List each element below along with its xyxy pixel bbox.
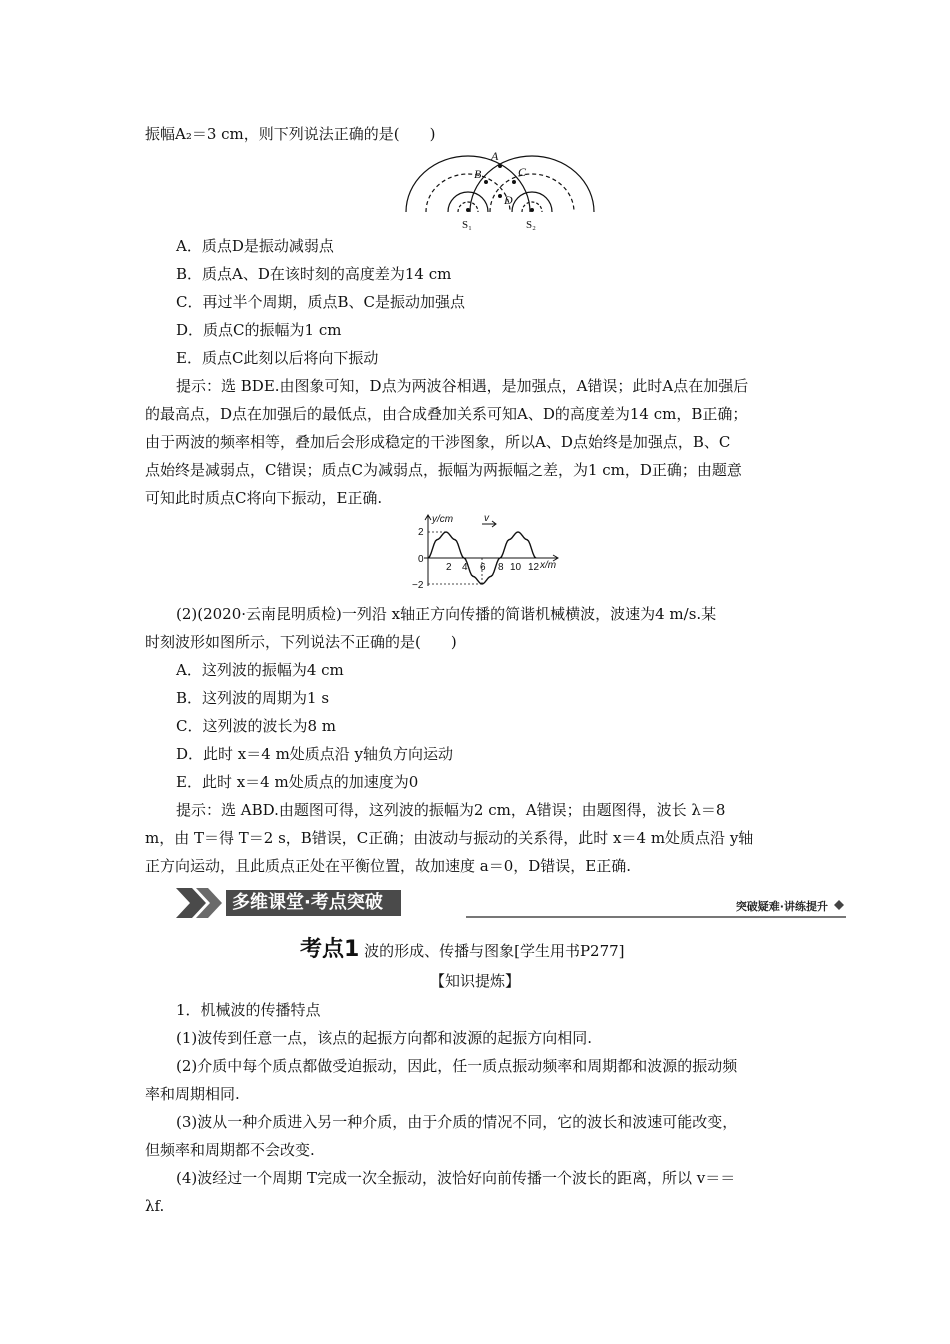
section-line: λf.	[145, 1197, 165, 1215]
x-tick-12: 12	[528, 562, 540, 573]
q2-hint-line: 提示：选 ABD.由题图可得，这列波的振幅为2 cm，A错误；由题图得，波长 λ＝8	[176, 801, 726, 819]
y-tick-neg2: −2	[412, 580, 424, 591]
q1-hint-line: 可知此时质点C将向下振动，E正确.	[145, 489, 383, 507]
section-banner	[176, 884, 846, 924]
q2-stem-line: (2)(2020·云南昆明质检)一列沿 x轴正方向传播的简谐机械横波，波速为4 m/s.某	[176, 605, 717, 623]
x-axis-label: x/m	[540, 560, 557, 571]
section-subheading: 1．机械波的传播特点	[176, 1001, 321, 1019]
q1-hint-line: 点始终是减弱点，C错误；质点C为减弱点，振幅为两振幅之差，为1 cm，D正确；由题意	[145, 461, 742, 479]
label-c: C	[518, 165, 527, 179]
q2-option-a: A．这列波的振幅为4 cm	[176, 661, 344, 679]
section-line: 率和周期相同.	[145, 1085, 240, 1103]
q1-hint-line: 的最高点，D点在加强后的最低点，由合成叠加关系可知A、D的高度差为14 cm，B正确；	[145, 405, 748, 423]
q2-option-e: E．此时 x＝4 m处质点的加速度为0	[176, 773, 419, 791]
banner-right-text: 突破疑难·讲练提升	[735, 900, 828, 913]
q2-option-d: D．此时 x＝4 m处质点沿 y轴负方向运动	[176, 745, 454, 763]
y-axis-label: y/cm	[432, 514, 454, 525]
section-line: (4)波经过一个周期 T完成一次全振动，波恰好向前传播一个波长的距离，所以 v＝＝	[176, 1169, 736, 1187]
wave-graph	[410, 512, 570, 592]
section-heading	[300, 936, 625, 965]
section-title: 波的形成、传播与图象[学生用书P277]	[364, 942, 625, 960]
q2-stem-line: 时刻波形如图所示，下列说法不正确的是( )	[145, 633, 457, 651]
x-tick-2: 2	[446, 562, 452, 573]
section-line: (2)介质中每个质点都做受迫振动，因此，任一质点振动频率和周期都和波源的振动频	[176, 1057, 738, 1075]
label-s2: S₂	[526, 219, 536, 231]
x-tick-4: 4	[462, 562, 468, 573]
diamond-icon	[834, 900, 844, 910]
label-d: D	[504, 193, 513, 207]
banner-title: 多维课堂·考点突破	[226, 890, 401, 916]
q1-hint-line: 由于两波的频率相等，叠加后会形成稳定的干涉图象，所以A、D点始终是加强点，B、C	[145, 433, 731, 451]
q1-option-a: A．质点D是振动减弱点	[176, 237, 334, 255]
x-tick-10: 10	[510, 562, 522, 573]
section-line: (3)波从一种介质进入另一种介质，由于介质的情况不同，它的波长和波速可能改变，	[176, 1113, 738, 1131]
q2-option-c: C．这列波的波长为8 m	[176, 717, 337, 735]
q1-hint-line: 提示：选 BDE.由图象可知，D点为两波谷相遇，是加强点，A错误；此时A点在加强后	[176, 377, 749, 395]
chevron-decoration-icon	[176, 888, 232, 918]
q2-hint-line: m，由 T＝得 T＝2 s，B错误，C正确；由波动与振动的关系得，此时 x＝4 m处质点沿 y轴	[145, 829, 754, 847]
label-a: A	[491, 149, 499, 163]
banner-rule	[466, 916, 846, 918]
label-b: B	[474, 167, 482, 181]
section-line: (1)波传到任意一点，该点的起振方向都和波源的起振方向相同.	[176, 1029, 593, 1047]
interference-figure	[400, 146, 600, 232]
q2-option-b: B．这列波的周期为1 s	[176, 689, 330, 707]
label-s1: S₁	[462, 219, 472, 231]
q1-option-c: C．再过半个周期，质点B、C是振动加强点	[176, 293, 465, 311]
x-tick-6: 6	[480, 562, 486, 573]
q2-hint-line: 正方向运动，且此质点正处在平衡位置，故加速度 a＝0，D错误，E正确.	[145, 857, 632, 875]
x-tick-8: 8	[498, 562, 504, 573]
section-label: 考点1	[300, 937, 360, 962]
q1-option-d: D．质点C的振幅为1 cm	[176, 321, 342, 339]
y-tick-0: 0	[418, 554, 424, 565]
q1-option-e: E．质点C此刻以后将向下振动	[176, 349, 379, 367]
velocity-label: v	[484, 513, 489, 524]
q1-stem: 振幅A₂＝3 cm，则下列说法正确的是( )	[145, 125, 436, 143]
section-line: 但频率和周期都不会改变.	[145, 1141, 315, 1159]
q1-option-b: B．质点A、D在该时刻的高度差为14 cm	[176, 265, 452, 283]
section-subtitle: 【知识提炼】	[429, 972, 520, 990]
y-tick-2: 2	[418, 527, 424, 538]
